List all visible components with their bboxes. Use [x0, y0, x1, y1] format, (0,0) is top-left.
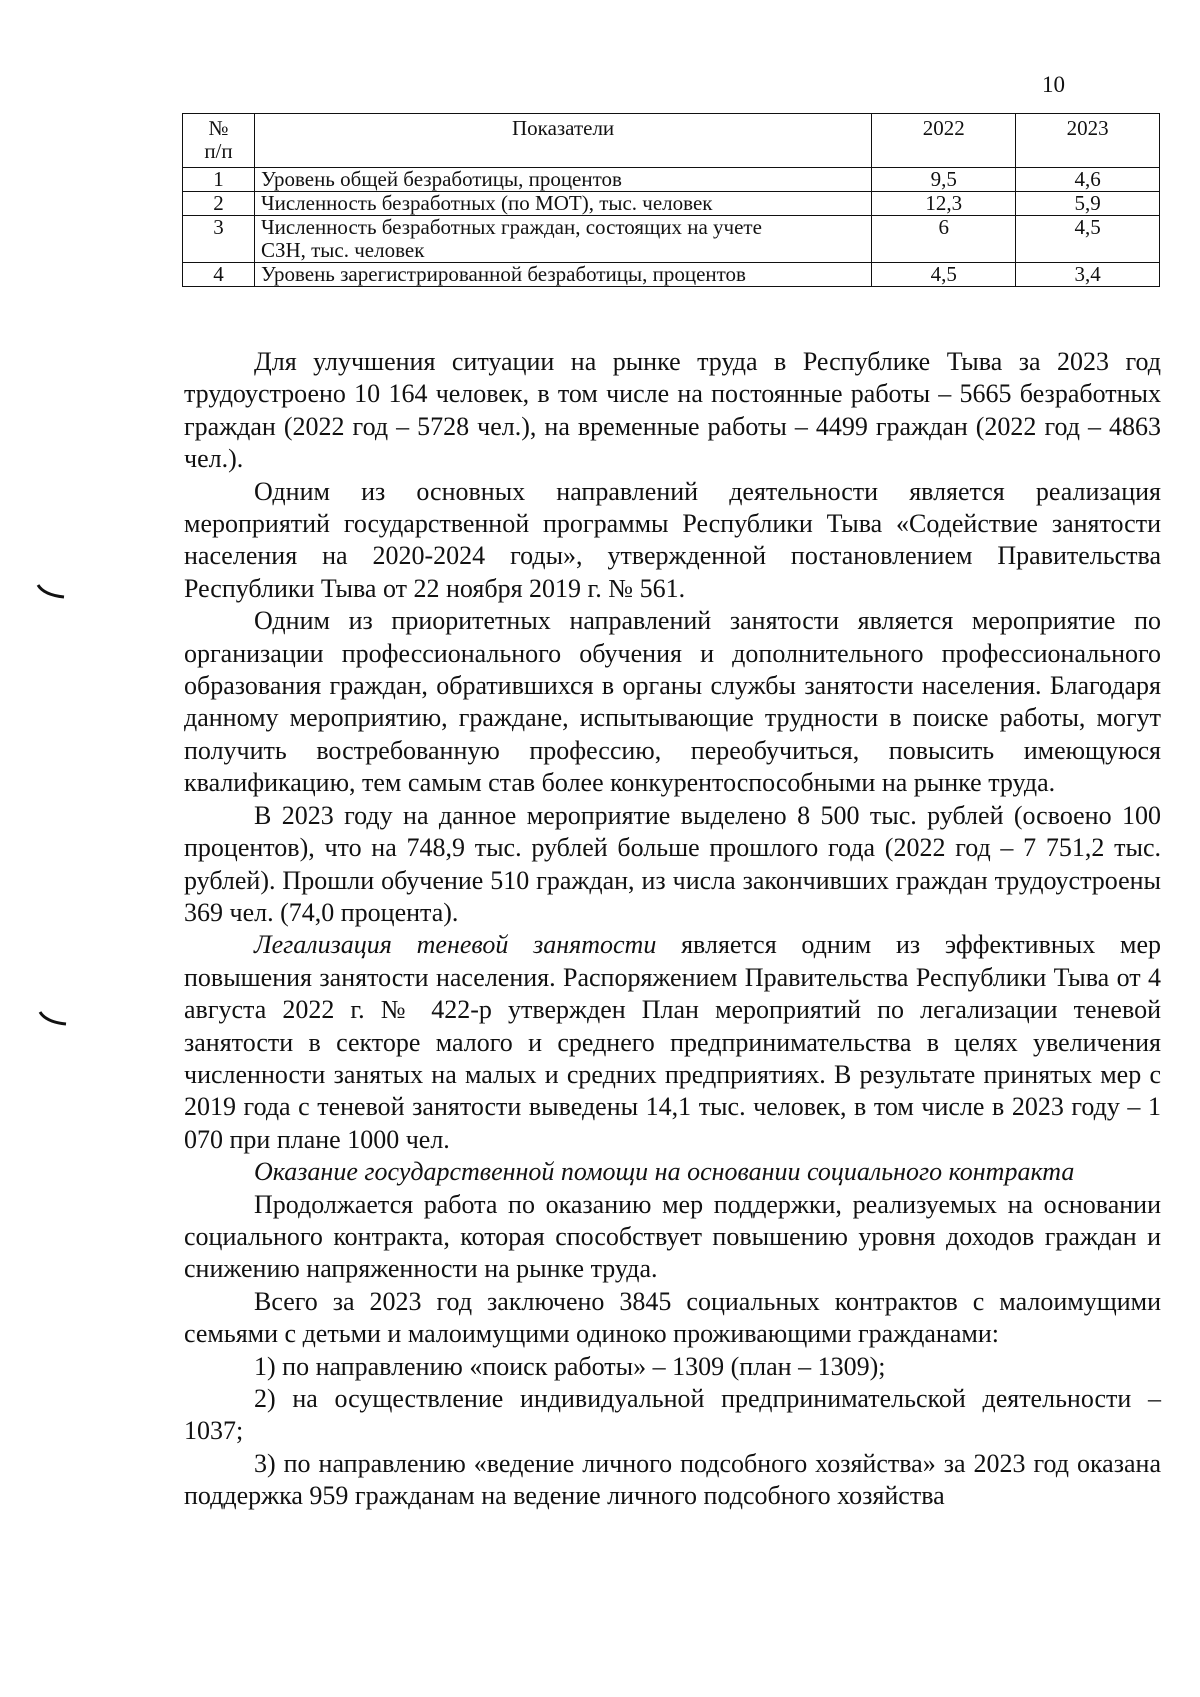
row-number: 4 — [183, 263, 255, 287]
table-row — [183, 263, 1160, 287]
row-value-2023: 4,5 — [1016, 216, 1160, 263]
table-row — [183, 216, 1160, 263]
list-item: 1) по направлению «поиск работы» – 1309 (план – 1309); — [254, 1351, 886, 1381]
paragraph-shadow-employment-rest: является одним из эффективных мер повышения занятости населения. Распоряжением Правительства Республики Тыва от 4 августа 2022 г. № 422-р утвержден План мероприятий по легализации теневой занятости в секторе малого и среднего предпринимательства в целях увеличения численности занятых на малых и средних предприятиях. В результате принятых мер с 2019 года с теневой занятости выведены 14,1 тыс. человек, в том числе в 2023 году – 1 070 при плане 1000 чел. — [184, 930, 1161, 1154]
row-indicator: Уровень зарегистрированной безработицы, процентов — [254, 263, 871, 287]
row-number: 1 — [183, 168, 255, 192]
section-heading-social-contract: Оказание государственной помощи на основании социального контракта — [254, 1157, 1075, 1187]
row-indicator — [254, 216, 871, 263]
row-value-2023: 4,6 — [1016, 168, 1160, 192]
row-value-2022: 12,3 — [872, 192, 1016, 216]
header-year-2023: 2023 — [1016, 114, 1160, 168]
document-body — [184, 346, 1161, 1513]
scan-mark-icon — [38, 1010, 78, 1026]
row-value-2023: 5,9 — [1016, 192, 1160, 216]
page-number: 10 — [1042, 72, 1065, 97]
table-header-row — [183, 114, 1160, 168]
table-row — [183, 168, 1160, 192]
header-number-line2: п/п — [204, 139, 233, 163]
header-number — [183, 114, 255, 168]
row-indicator-line2: СЗН, тыс. человек — [260, 238, 425, 262]
header-year-2022: 2022 — [872, 114, 1016, 168]
scan-mark-icon — [36, 583, 76, 599]
row-number: 3 — [183, 216, 255, 263]
list-item: 2) на осуществление индивидуальной предпринимательской деятельности – 1037; — [184, 1384, 1161, 1446]
row-number: 2 — [183, 192, 255, 216]
row-indicator: Численность безработных (по МОТ), тыс. человек — [254, 192, 871, 216]
paragraph-state-program: Одним из основных направлений деятельности является реализация мероприятий государственной программы Республики Тыва «Содействие занятости населения на 2020-2024 годы», утвержденной постановлением Правительства Республики Тыва от 22 ноября 2019 г. № 561. — [184, 476, 1161, 603]
row-value-2022: 6 — [872, 216, 1016, 263]
paragraph-employment: Для улучшения ситуации на рынке труда в Республике Тыва за 2023 год трудоустроено 10 164 человек, в том числе на постоянные работы – 5665 безработных граждан (2022 год – 5728 чел.), на временные работы – 4499 граждан (2022 год – 4863 чел.). — [184, 347, 1161, 474]
row-value-2022: 4,5 — [872, 263, 1016, 287]
table-row — [183, 192, 1160, 216]
paragraph-social-contract: Продолжается работа по оказанию мер поддержки, реализуемых на основании социального контракта, которая способствует повышению уровня доходов граждан и снижению напряженности на рынке труда. — [184, 1189, 1161, 1284]
header-number-line1: № — [208, 116, 229, 140]
paragraph-contracts-total: Всего за 2023 год заключено 3845 социальных контрактов с малоимущими семьями с детьми и малоимущими одиноко проживающими гражданами: — [184, 1286, 1161, 1349]
row-value-2022: 9,5 — [872, 168, 1016, 192]
paragraph-training-funding: В 2023 году на данное мероприятие выделено 8 500 тыс. рублей (освоено 100 процентов), что на 748,9 тыс. рублей больше прошлого года (2022 год – 7 751,2 тыс. рублей). Прошли обучение 510 граждан, из числа закончивших граждан трудоустроены 369 чел. (74,0 процента). — [184, 800, 1161, 927]
paragraph-shadow-employment — [184, 929, 1161, 1156]
row-indicator-line1: Численность безработных граждан, состоящих на учете — [260, 215, 762, 239]
list-item: 3) по направлению «ведение личного подсобного хозяйства» за 2023 год оказана поддержка 959 гражданам на ведение личного подсобного хозяйства — [184, 1448, 1161, 1511]
row-indicator: Уровень общей безработицы, процентов — [254, 168, 871, 192]
header-indicator: Показатели — [254, 114, 871, 168]
paragraph-vocational-training: Одним из приоритетных направлений занятости является мероприятие по организации профессионального обучения и дополнительного профессионального образования граждан, обратившихся в органы службы занятости населения. Благодаря данному мероприятию, граждане, испытывающие трудности в поиске работы, могут получить востребованную профессию, переобучиться, повысить имеющуюся квалификацию, тем самым став более конкурентоспособными на рынке труда. — [184, 606, 1161, 798]
indicators-table — [182, 113, 1160, 287]
row-value-2023: 3,4 — [1016, 263, 1160, 287]
paragraph-shadow-employment-lead: Легализация теневой занятости — [254, 930, 657, 960]
